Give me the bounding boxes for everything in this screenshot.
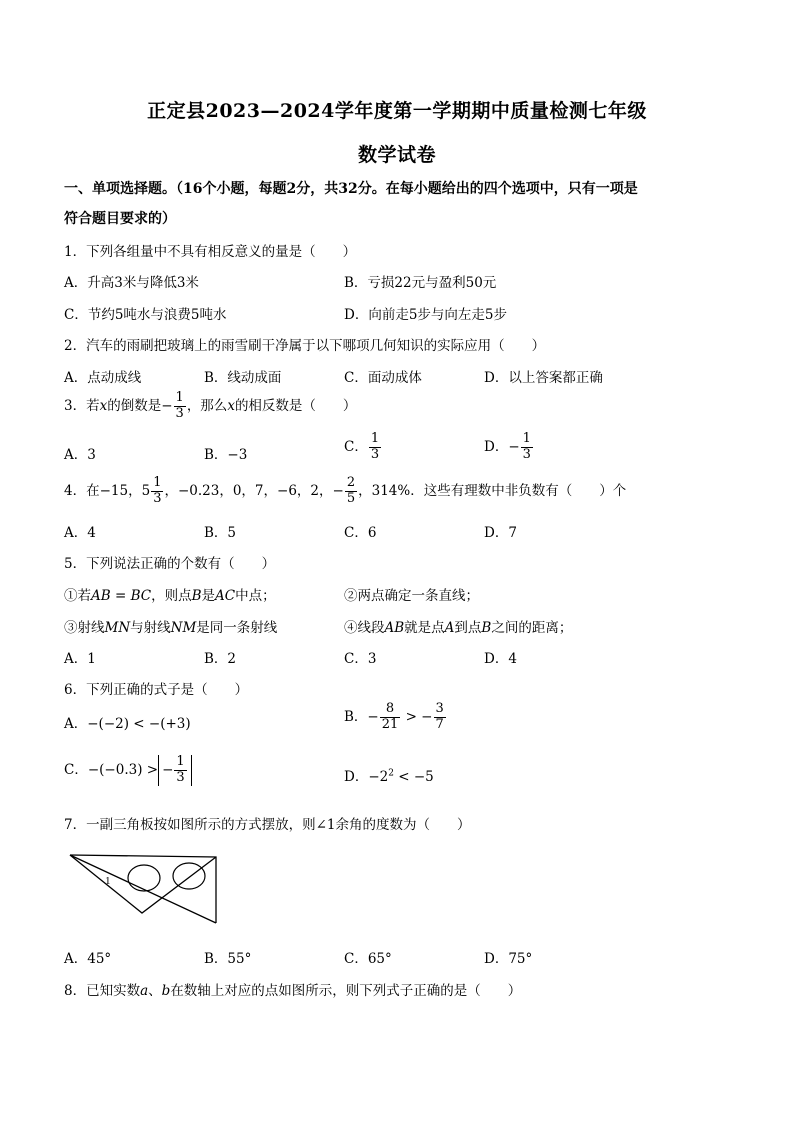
q4-frac-den: 3 <box>153 490 162 506</box>
q4-stem-mid: ，−0.23，0，7，−6，2， <box>164 482 333 499</box>
q5-s3-post: 是同一条射线 <box>196 620 278 636</box>
q4-whole: 5 <box>141 482 151 499</box>
q6-d-post: < −5 <box>393 769 434 785</box>
q3-c-label: C． <box>344 438 368 455</box>
q5-s3-pre: ③射线 <box>64 620 105 636</box>
q5-option-d: D．4 <box>484 651 517 667</box>
q8-var-b: b <box>161 983 171 999</box>
question-7-stem: 7．一副三角板按如图所示的方式摆放，则∠1余角的度数为（ ） <box>64 817 471 833</box>
q8-stem-pre: 8．已知实数 <box>64 983 141 999</box>
q6-d-base: −2 <box>368 769 389 785</box>
q5-s1-pre: ①若 <box>64 588 91 604</box>
question-8-stem <box>64 979 521 999</box>
q5-s4-mid: 就是点 <box>404 620 445 636</box>
q8-sep: 、 <box>148 983 162 999</box>
q6-option-b <box>344 702 447 733</box>
q3-minus: − <box>161 397 173 414</box>
q5-statement-4 <box>344 616 572 636</box>
q6-c-expr: −(−0.3) > <box>87 761 159 778</box>
q5-s1-is: 是 <box>201 588 215 604</box>
question-5-stem: 5．下列说法正确的个数有（ ） <box>64 556 276 572</box>
q6-b-minus: − <box>367 708 379 725</box>
q5-s3-nm: NM <box>170 620 197 636</box>
q6-option-c <box>64 755 192 786</box>
q6-c-label: C． <box>64 761 88 778</box>
q6-a-expr: −(−2) < −(+3) <box>87 716 191 732</box>
q1-option-b: B．亏损22元与盈利50元 <box>344 275 497 291</box>
section-heading: 一、单项选择题。（16个小题，每题2分，共32分。在每小题给出的四个选项中，只有一项是 <box>64 181 638 197</box>
q6-c-n: 1 <box>176 754 185 769</box>
q4-stem-post: ，314%．这些有理数中非负数有（ ）个 <box>358 482 627 499</box>
q3-stem-pre: 3．若 <box>64 397 100 414</box>
q4-option-b: B．5 <box>204 525 237 541</box>
q5-s4-post: 之间的距离； <box>491 620 573 636</box>
q4-option-a: A．4 <box>64 525 96 541</box>
q5-s1-ac: AC <box>215 588 236 604</box>
q5-s1-eq: AB = BC <box>91 588 152 604</box>
q3-stem-mid: 的倒数是 <box>107 397 162 414</box>
angle-1-label: 1 <box>105 875 111 887</box>
q5-s1-mid: ，则点 <box>151 588 192 604</box>
q3-option-b: B．−3 <box>204 447 248 463</box>
exam-title: 正定县2023—2024学年度第一学期期中质量检测七年级 <box>147 100 647 122</box>
q5-statement-2: ②两点确定一条直线； <box>344 588 479 604</box>
q5-statement-3 <box>64 616 277 636</box>
q4-frac2-num: 2 <box>346 475 356 490</box>
question-2-stem: 2．汽车的雨刷把玻璃上的雨雪刷干净属于以下哪项几何知识的实际应用（ ） <box>64 338 546 354</box>
q2-option-c: C．面动成体 <box>344 370 422 386</box>
q5-s4-pre: ④线段 <box>344 620 385 636</box>
q3-c-num: 1 <box>370 431 380 446</box>
q3-d-sign: − <box>508 438 520 455</box>
q3-option-d <box>484 432 534 463</box>
q3-stem-post: ，那么 <box>186 397 228 414</box>
q6-c-frac <box>174 755 186 786</box>
q4-stem-pre: 4．在−15， <box>64 482 142 499</box>
q6-option-d <box>344 765 434 785</box>
q1-option-d: D．向前走5步与向左走5步 <box>344 307 508 323</box>
question-3-stem <box>64 391 356 422</box>
q6-c-d: 3 <box>176 769 185 785</box>
q3-frac-den: 3 <box>175 405 184 421</box>
q3-c-den: 3 <box>370 446 380 462</box>
exam-subtitle: 数学试卷 <box>357 144 436 166</box>
q6-a-label: A． <box>64 716 88 732</box>
q2-option-a: A．点动成线 <box>64 370 142 386</box>
q4-option-d: D．7 <box>484 525 517 541</box>
question-6-stem: 6．下列正确的式子是（ ） <box>64 682 249 698</box>
q6-b-n2: 3 <box>435 701 444 716</box>
q6-b-frac-2 <box>434 702 446 733</box>
q5-s4-to: 到点 <box>454 620 482 636</box>
q5-option-a: A．1 <box>64 651 96 667</box>
q6-b-label: B． <box>344 708 368 725</box>
q3-var-x-2: x <box>227 397 235 414</box>
q7-option-b: B．55° <box>204 951 252 967</box>
question-4-stem <box>64 476 626 507</box>
q4-option-c: C．6 <box>344 525 377 541</box>
q2-option-d: D．以上答案都正确 <box>484 370 603 386</box>
q6-option-a <box>64 712 191 732</box>
q3-fraction <box>174 391 186 422</box>
q4-frac2-den: 5 <box>346 490 356 506</box>
q6-c-minus: − <box>162 761 174 778</box>
q8-var-a: a <box>140 983 149 999</box>
q6-d-exp: 2 <box>388 768 394 779</box>
section-heading-cont: 符合题目要求的） <box>64 211 176 227</box>
set-squares-figure <box>64 843 224 925</box>
q7-option-d: D．75° <box>484 951 533 967</box>
question-1-stem: 1．下列各组量中不具有相反意义的量是（ ） <box>64 244 357 260</box>
q4-minus: − <box>332 482 344 499</box>
q1-option-c: C．节约5吨水与浪费5吨水 <box>64 307 227 323</box>
q7-option-a: A．45° <box>64 951 112 967</box>
q5-s4-a: A <box>444 620 455 636</box>
q3-option-a: A．3 <box>64 447 96 463</box>
q1-option-a: A．升高3米与降低3米 <box>64 275 199 291</box>
q3-var-x: x <box>99 397 108 414</box>
q5-s4-ab: AB <box>384 620 405 636</box>
q5-s1-b: B <box>191 588 202 604</box>
q6-c-abs <box>158 755 192 786</box>
q2-option-b: B．线动成面 <box>204 370 282 386</box>
q4-mixed-fraction <box>151 476 163 507</box>
q3-d-num: 1 <box>522 431 531 446</box>
q6-b-frac-1 <box>380 702 401 733</box>
q5-option-b: B．2 <box>204 651 237 667</box>
set-square-hole-left <box>128 865 160 891</box>
q5-s1-post: 中点； <box>235 588 276 604</box>
q5-statement-1 <box>64 584 276 604</box>
q6-b-gt: > − <box>401 708 433 725</box>
set-square-hole-right <box>173 863 205 889</box>
q3-stem-end: 的相反数是（ ） <box>234 397 357 414</box>
q5-s4-b: B <box>481 620 492 636</box>
q6-b-n1: 8 <box>380 702 401 718</box>
q5-s3-mid: 与射线 <box>130 620 171 636</box>
q6-b-d2: 7 <box>435 716 444 732</box>
q3-d-label: D． <box>484 438 509 455</box>
q4-fraction-2 <box>345 476 357 507</box>
q8-stem-post: 在数轴上对应的点如图所示，则下列式子正确的是（ ） <box>170 983 522 999</box>
q3-frac-num: 1 <box>175 390 184 405</box>
q3-option-c <box>344 432 382 463</box>
q6-b-d1: 21 <box>381 716 399 732</box>
q3-d-fraction <box>521 432 533 463</box>
q3-d-den: 3 <box>522 446 531 462</box>
q6-d-label: D． <box>344 769 369 785</box>
q4-frac-num: 1 <box>153 475 162 490</box>
q3-c-fraction <box>369 432 381 463</box>
q5-option-c: C．3 <box>344 651 377 667</box>
q7-option-c: C．65° <box>344 951 392 967</box>
q5-s3-mn: MN <box>104 620 131 636</box>
